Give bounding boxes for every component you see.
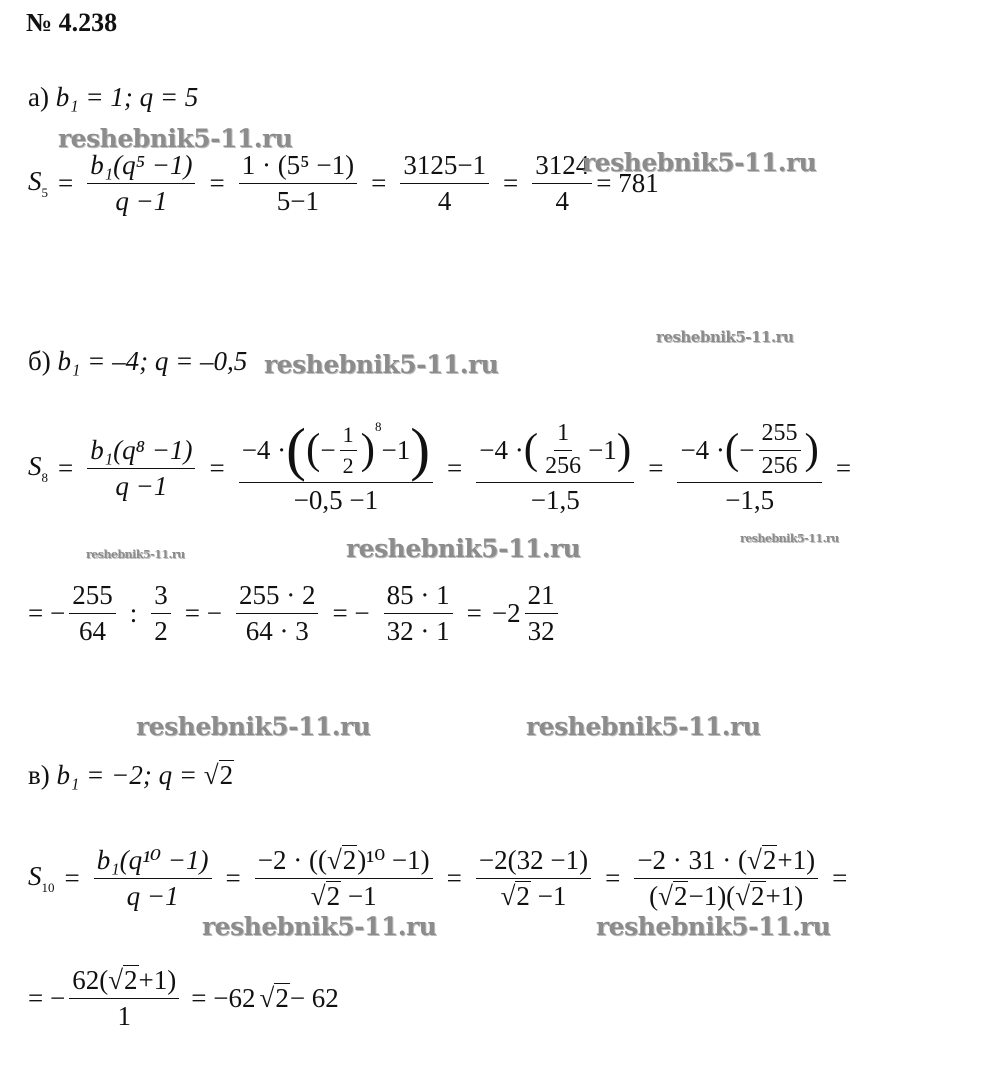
part-a-frac-1: $\frac{\text{b₁(q⁵ −1)}}{q -1}$ [87, 150, 195, 217]
part-b-label: б) [28, 346, 51, 376]
part-b-s-label: $S_8$ [28, 450, 48, 485]
part-b-frac-6: $\frac{3}{2}$ [151, 580, 171, 647]
watermark-text: reshebnik5-11.ru [596, 912, 831, 941]
part-a-formula: $S_5$ = $\frac{\text{b₁(q⁵ −1)}}{q -1}$ = $\frac{\text{1 · (5⁵ −1)}}{5-1}$ = $\frac{3125-1}{4}$ = $\frac{3124}{4}$ = 781 [28, 150, 659, 217]
part-a-given-line [28, 82, 198, 113]
part-b-frac-1: $\frac{\text{b₁(q⁸ −1)}}{q -1}$ [87, 435, 195, 502]
watermark-text: reshebnik5-11.ru [526, 712, 761, 741]
part-b-line2: = − $\frac{255}{64}$ : $\frac{3}{2}$ = − $\frac{255 \cdot 2}{64 \cdot 3}$ = − $\frac{85 \cdot 1}{32 \cdot 1}$ = −2 $\frac{21}{32}$ [28, 580, 562, 647]
part-b-frac-2: −4 · ( ( − $\frac{1}{2}$ ) 8 −1 ) −0,5 −1 [239, 420, 433, 515]
part-a-given: b₁ = 1; q = 5 [55, 82, 199, 112]
part-b-frac-5: $\frac{255}{64}$ [69, 580, 116, 647]
watermark-text: reshebnik5-11.ru [136, 712, 371, 741]
part-c-formula: $S_{10}$ = $\frac{\text{b₁(q¹⁰ −1)}}{q -1}$ = −2 · (( √ 2 )¹⁰ −1) √ 2 −1 = −2(32 −1) √ 2 −1 = −2 · 31 · ( √ 2 +1) ( √ 2 −1)( √ 2 +1) = [28, 845, 848, 912]
part-c-frac-1: $\frac{\text{b₁(q¹⁰ −1)}}{q -1}$ [94, 845, 212, 912]
part-b-frac-4: −4 · ( − $\frac{255}{256}$ ) −1,5 [677, 420, 821, 516]
part-b-given-line [28, 346, 247, 377]
part-c-frac-4: −2 · 31 · ( √ 2 +1) ( √ 2 −1)( √ 2 +1) [634, 845, 818, 912]
part-b-formula: $S_8$ = $\frac{\text{b₁(q⁸ −1)}}{q -1}$ = −4 · ( ( − $\frac{1}{2}$ ) 8 −1 ) −0,5 −1 = −4 · ( $\frac{1}{256}$ −1 ) −1,5 = −4 · ( − $\frac{255}{256}$ ) −1,5 = [28, 416, 852, 516]
part-a-s-label: $S_5$ [28, 166, 48, 201]
part-a-frac-3: $\frac{3125-1}{4}$ [400, 150, 489, 217]
part-b-given: b₁ = –4; q = –0,5 [57, 346, 248, 376]
part-b-frac-9: $\frac{21}{32}$ [525, 580, 558, 647]
part-c-s-label: $S_{10}$ [28, 861, 55, 896]
part-b-frac-3: −4 · ( $\frac{1}{256}$ −1 ) −1,5 [476, 420, 634, 516]
part-c-given: b₁ = −2; q = [56, 760, 198, 790]
part-c-frac-5: 62( √ 2 +1) 1 [69, 965, 179, 1032]
watermark-text: reshebnik5-11.ru [656, 328, 794, 346]
part-b-frac-8: $\frac{85 \cdot 1}{32 \cdot 1}$ [384, 580, 453, 647]
part-c-label: в) [28, 760, 50, 790]
watermark-text: reshebnik5-11.ru [264, 350, 499, 379]
part-b-frac-7: $\frac{255 \cdot 2}{64 \cdot 3}$ [236, 580, 319, 647]
watermark-text: reshebnik5-11.ru [346, 534, 581, 563]
part-b-whole: −2 [491, 598, 521, 629]
watermark-text: reshebnik5-11.ru [86, 548, 185, 561]
part-a-label: а) [28, 82, 49, 112]
part-a-frac-4: $\frac{3124}{4}$ [532, 150, 592, 217]
watermark-text: reshebnik5-11.ru [202, 912, 437, 941]
part-c-frac-2: −2 · (( √ 2 )¹⁰ −1) √ 2 −1 [255, 845, 433, 912]
part-a-frac-2: $\frac{\text{1 · (5⁵ −1)}}{5-1}$ [239, 150, 357, 217]
watermark-text: reshebnik5-11.ru [582, 148, 817, 177]
watermark-text: reshebnik5-11.ru [740, 532, 839, 545]
part-c-given-line [28, 760, 234, 791]
part-c-sqrt: √ 2 [203, 760, 234, 791]
part-c-frac-3: −2(32 −1) √ 2 −1 [476, 845, 591, 912]
problem-number: № 4.238 [26, 8, 118, 37]
part-c-line2: = − 62( √ 2 +1) 1 = −62 √ 2 − 62 [28, 965, 339, 1032]
part-a-result: = 781 [596, 168, 659, 199]
watermark-text: reshebnik5-11.ru [58, 124, 293, 153]
